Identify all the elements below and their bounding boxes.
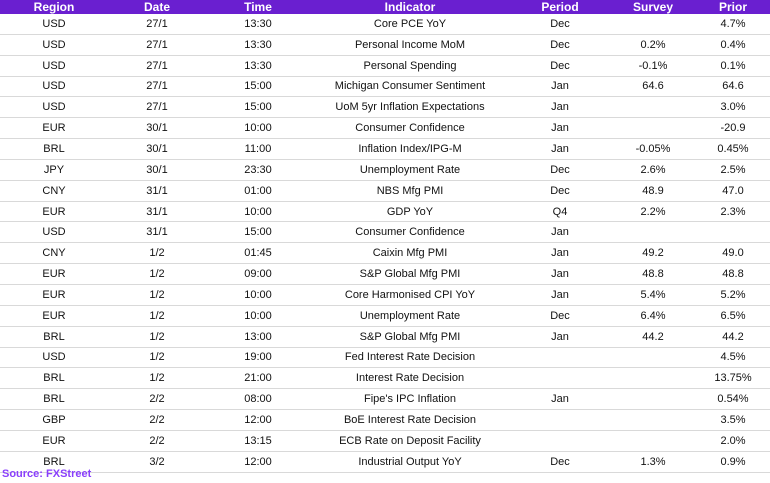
table-row [0, 305, 770, 326]
cell-period: Dec [510, 55, 610, 76]
cell-indicator: Core Harmonised CPI YoY [310, 284, 510, 305]
header-period: Period [510, 0, 610, 14]
cell-prior: 2.5% [696, 159, 770, 180]
table-row [0, 430, 770, 451]
cell-survey: 49.2 [610, 243, 696, 264]
cell-prior: 4.5% [696, 347, 770, 368]
cell-indicator: Personal Income MoM [310, 34, 510, 55]
table-row [0, 326, 770, 347]
cell-indicator: Consumer Confidence [310, 222, 510, 243]
cell-date: 30/1 [108, 159, 206, 180]
cell-period: Q4 [510, 201, 610, 222]
cell-indicator: Core PCE YoY [310, 14, 510, 34]
cell-period: Dec [510, 180, 610, 201]
table-row [0, 159, 770, 180]
cell-period: Jan [510, 284, 610, 305]
cell-prior: 0.4% [696, 34, 770, 55]
cell-indicator: Unemployment Rate [310, 305, 510, 326]
cell-survey: 5.4% [610, 284, 696, 305]
table-row [0, 284, 770, 305]
cell-indicator: Caixin Mfg PMI [310, 243, 510, 264]
cell-survey: 0.2% [610, 34, 696, 55]
cell-indicator: S&P Global Mfg PMI [310, 326, 510, 347]
cell-prior: 64.6 [696, 76, 770, 97]
cell-date: 31/1 [108, 201, 206, 222]
cell-period: Jan [510, 118, 610, 139]
cell-prior: 2.0% [696, 430, 770, 451]
cell-time: 13:15 [206, 430, 310, 451]
header-indicator: Indicator [310, 0, 510, 14]
cell-indicator: Interest Rate Decision [310, 368, 510, 389]
cell-date: 31/1 [108, 222, 206, 243]
cell-time: 08:00 [206, 389, 310, 410]
cell-region: GBP [0, 410, 108, 431]
cell-time: 13:30 [206, 34, 310, 55]
cell-time: 10:00 [206, 118, 310, 139]
cell-indicator: UoM 5yr Inflation Expectations [310, 97, 510, 118]
cell-time: 19:00 [206, 347, 310, 368]
cell-date: 27/1 [108, 34, 206, 55]
header-time: Time [206, 0, 310, 14]
cell-indicator: Unemployment Rate [310, 159, 510, 180]
cell-date: 31/1 [108, 180, 206, 201]
cell-time: 15:00 [206, 76, 310, 97]
cell-prior: 44.2 [696, 326, 770, 347]
cell-date: 1/2 [108, 243, 206, 264]
table-row [0, 34, 770, 55]
cell-time: 23:30 [206, 159, 310, 180]
cell-region: BRL [0, 451, 108, 472]
cell-prior: 5.2% [696, 284, 770, 305]
cell-period: Jan [510, 264, 610, 285]
cell-indicator: ECB Rate on Deposit Facility [310, 430, 510, 451]
cell-survey: 44.2 [610, 326, 696, 347]
cell-region: USD [0, 76, 108, 97]
cell-date: 27/1 [108, 55, 206, 76]
cell-period [510, 368, 610, 389]
cell-region: BRL [0, 326, 108, 347]
cell-indicator: GDP YoY [310, 201, 510, 222]
table-row [0, 180, 770, 201]
cell-time: 01:00 [206, 180, 310, 201]
cell-period: Jan [510, 389, 610, 410]
cell-survey [610, 118, 696, 139]
cell-date: 30/1 [108, 118, 206, 139]
cell-period: Jan [510, 326, 610, 347]
table-row [0, 76, 770, 97]
cell-date: 1/2 [108, 264, 206, 285]
cell-time: 10:00 [206, 201, 310, 222]
cell-time: 09:00 [206, 264, 310, 285]
cell-region: CNY [0, 243, 108, 264]
cell-survey: -0.1% [610, 55, 696, 76]
cell-prior [696, 222, 770, 243]
cell-survey [610, 14, 696, 34]
header-date: Date [108, 0, 206, 14]
cell-region: USD [0, 347, 108, 368]
cell-survey [610, 389, 696, 410]
cell-prior: 0.1% [696, 55, 770, 76]
cell-indicator: S&P Global Mfg PMI [310, 264, 510, 285]
cell-survey: 64.6 [610, 76, 696, 97]
cell-time: 21:00 [206, 368, 310, 389]
cell-region: BRL [0, 368, 108, 389]
cell-region: EUR [0, 305, 108, 326]
cell-prior: 0.9% [696, 451, 770, 472]
cell-survey: 2.2% [610, 201, 696, 222]
table-row [0, 222, 770, 243]
cell-time: 15:00 [206, 222, 310, 243]
cell-region: EUR [0, 430, 108, 451]
cell-period: Dec [510, 34, 610, 55]
cell-survey: -0.05% [610, 139, 696, 160]
cell-survey [610, 222, 696, 243]
cell-prior: 3.5% [696, 410, 770, 431]
cell-prior: 3.0% [696, 97, 770, 118]
cell-survey [610, 97, 696, 118]
cell-period: Dec [510, 451, 610, 472]
cell-date: 27/1 [108, 76, 206, 97]
cell-region: JPY [0, 159, 108, 180]
cell-region: EUR [0, 284, 108, 305]
table-row [0, 14, 770, 34]
cell-time: 11:00 [206, 139, 310, 160]
cell-time: 10:00 [206, 284, 310, 305]
cell-date: 1/2 [108, 284, 206, 305]
cell-survey [610, 410, 696, 431]
cell-time: 12:00 [206, 451, 310, 472]
table-row [0, 118, 770, 139]
cell-survey [610, 347, 696, 368]
table-row [0, 368, 770, 389]
cell-prior: -20.9 [696, 118, 770, 139]
cell-survey: 1.3% [610, 451, 696, 472]
cell-prior: 13.75% [696, 368, 770, 389]
table-row [0, 389, 770, 410]
table-row [0, 201, 770, 222]
cell-time: 13:30 [206, 14, 310, 34]
cell-region: CNY [0, 180, 108, 201]
cell-time: 13:00 [206, 326, 310, 347]
cell-survey: 48.9 [610, 180, 696, 201]
cell-prior: 49.0 [696, 243, 770, 264]
cell-indicator: Fed Interest Rate Decision [310, 347, 510, 368]
cell-time: 12:00 [206, 410, 310, 431]
cell-period: Dec [510, 14, 610, 34]
cell-indicator: Inflation Index/IPG-M [310, 139, 510, 160]
cell-prior: 6.5% [696, 305, 770, 326]
cell-time: 13:30 [206, 55, 310, 76]
cell-period [510, 410, 610, 431]
cell-date: 3/2 [108, 451, 206, 472]
cell-indicator: Industrial Output YoY [310, 451, 510, 472]
cell-period: Dec [510, 159, 610, 180]
cell-period [510, 347, 610, 368]
cell-survey: 6.4% [610, 305, 696, 326]
cell-date: 2/2 [108, 389, 206, 410]
cell-period: Jan [510, 97, 610, 118]
header-region: Region [0, 0, 108, 14]
header-survey: Survey [610, 0, 696, 14]
cell-region: BRL [0, 139, 108, 160]
cell-date: 1/2 [108, 326, 206, 347]
table-row [0, 347, 770, 368]
cell-time: 15:00 [206, 97, 310, 118]
cell-time: 01:45 [206, 243, 310, 264]
table-row [0, 451, 770, 472]
cell-region: USD [0, 14, 108, 34]
cell-indicator: BoE Interest Rate Decision [310, 410, 510, 431]
table-body [0, 14, 770, 472]
cell-survey [610, 368, 696, 389]
cell-time: 10:00 [206, 305, 310, 326]
cell-indicator: Consumer Confidence [310, 118, 510, 139]
cell-region: USD [0, 34, 108, 55]
table-row [0, 410, 770, 431]
cell-survey [610, 430, 696, 451]
cell-indicator: NBS Mfg PMI [310, 180, 510, 201]
cell-prior: 47.0 [696, 180, 770, 201]
cell-indicator: Personal Spending [310, 55, 510, 76]
cell-indicator: Fipe's IPC Inflation [310, 389, 510, 410]
table-row [0, 139, 770, 160]
table-row [0, 264, 770, 285]
cell-date: 27/1 [108, 14, 206, 34]
source-credit: Source: FXStreet [2, 468, 92, 480]
cell-prior: 2.3% [696, 201, 770, 222]
cell-period: Jan [510, 76, 610, 97]
cell-date: 1/2 [108, 368, 206, 389]
table-header-row [0, 0, 770, 14]
table-row [0, 55, 770, 76]
cell-region: USD [0, 55, 108, 76]
cell-region: USD [0, 97, 108, 118]
cell-region: USD [0, 222, 108, 243]
cell-period: Jan [510, 139, 610, 160]
cell-period: Dec [510, 305, 610, 326]
cell-prior: 0.45% [696, 139, 770, 160]
cell-date: 30/1 [108, 139, 206, 160]
cell-period: Jan [510, 222, 610, 243]
header-prior: Prior [696, 0, 770, 14]
cell-prior: 4.7% [696, 14, 770, 34]
cell-survey: 2.6% [610, 159, 696, 180]
cell-prior: 48.8 [696, 264, 770, 285]
cell-region: EUR [0, 264, 108, 285]
table-row [0, 243, 770, 264]
cell-date: 1/2 [108, 347, 206, 368]
cell-region: BRL [0, 389, 108, 410]
cell-period [510, 430, 610, 451]
cell-date: 2/2 [108, 410, 206, 431]
cell-survey: 48.8 [610, 264, 696, 285]
cell-period: Jan [510, 243, 610, 264]
cell-region: EUR [0, 118, 108, 139]
cell-indicator: Michigan Consumer Sentiment [310, 76, 510, 97]
cell-prior: 0.54% [696, 389, 770, 410]
cell-date: 1/2 [108, 305, 206, 326]
cell-date: 27/1 [108, 97, 206, 118]
table-row [0, 97, 770, 118]
cell-region: EUR [0, 201, 108, 222]
cell-date: 2/2 [108, 430, 206, 451]
